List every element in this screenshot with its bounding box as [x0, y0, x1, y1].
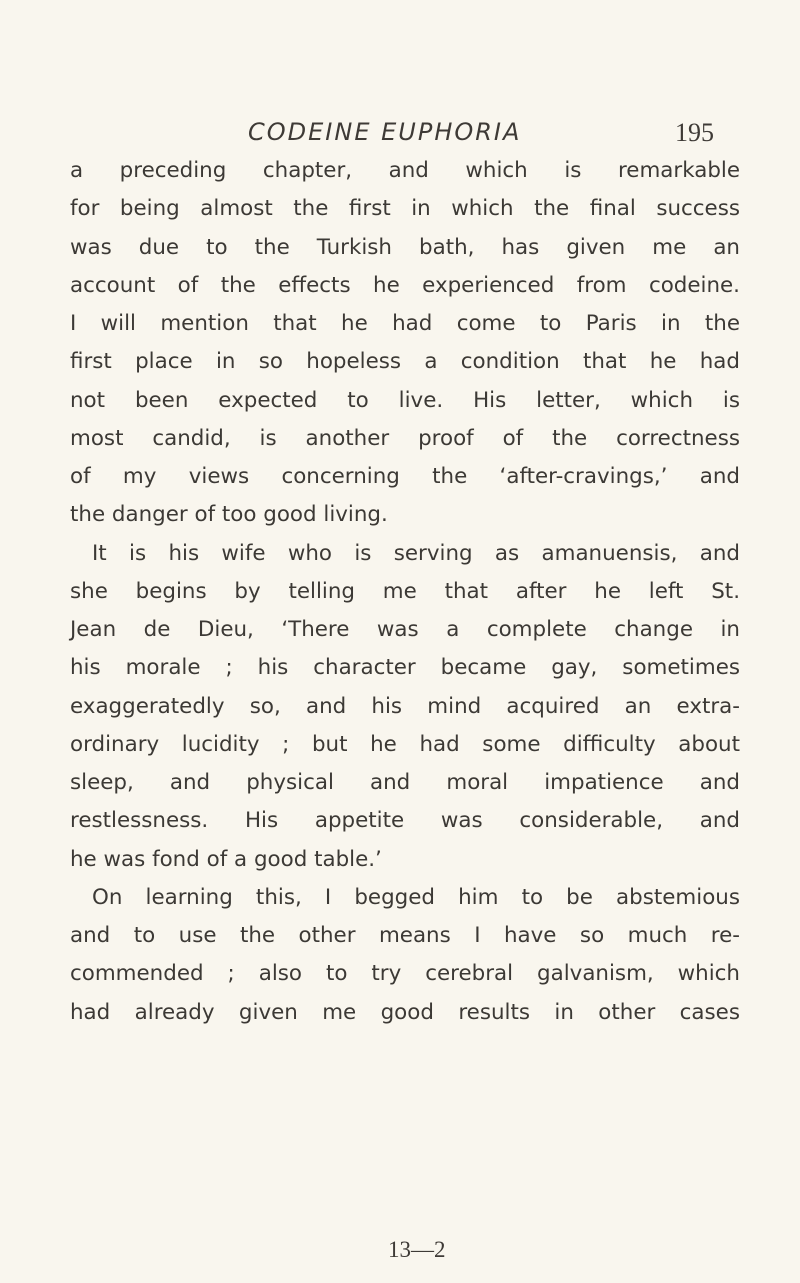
signature-mark: 13—2: [388, 1237, 446, 1262]
text-line: commended ; also to try cerebral galvanism, which: [70, 961, 740, 987]
page-number: 195: [675, 118, 714, 147]
text-line: account of the effects he experienced from codeine.: [70, 272, 740, 298]
text-line: was due to the Turkish bath, has given me an: [70, 234, 740, 260]
text-line: his morale ; his character became gay, sometimes: [70, 655, 740, 681]
text-line: the danger of too good living.: [70, 502, 388, 528]
text-line: not been expected to live. His letter, which is: [70, 387, 740, 413]
text-line: he was fond of a good table.’: [70, 846, 382, 872]
text-line: exaggeratedly so, and his mind acquired an extra-: [70, 693, 740, 719]
text-line: restlessness. His appetite was considerable, and: [70, 808, 740, 834]
text-line: I will mention that he had come to Paris in the: [70, 311, 740, 336]
text-line: first place in so hopeless a condition that he had: [70, 349, 740, 375]
text-line: a preceding chapter, and which is remarkable: [70, 158, 740, 183]
paragraph-start-line: It is his wife who is serving as amanuensis, and: [92, 540, 740, 566]
text-line: had already given me good results in other cases: [70, 999, 740, 1025]
text-line: of my views concerning the ‘after-cravings,’ and: [70, 464, 740, 489]
text-line: Jean de Dieu, ‘There was a complete change in: [70, 617, 740, 642]
body-text: [70, 152, 740, 1032]
text-line: for being almost the first in which the final success: [70, 196, 740, 222]
text-line: she begins by telling me that after he left St.: [70, 578, 740, 604]
paragraph-start-line: On learning this, I begged him to be abstemious: [92, 884, 740, 910]
text-line: most candid, is another proof of the correctness: [70, 425, 740, 451]
running-head-title: CODEINE EUPHORIA: [248, 118, 522, 146]
text-line: sleep, and physical and moral impatience and: [70, 770, 740, 795]
text-line: and to use the other means I have so much re-: [70, 923, 740, 948]
text-line: ordinary lucidity ; but he had some difficulty about: [70, 731, 740, 757]
